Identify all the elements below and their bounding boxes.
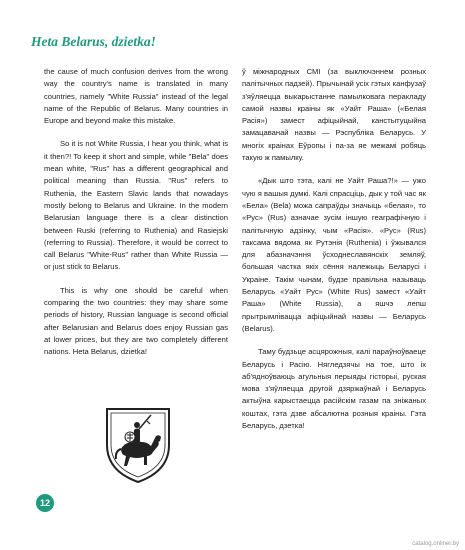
paragraph: Таму будзьце асцярожныя, калі параўноўваеце Беларусь і Расію. Нягледзячы на тое, што іх аб'ядноўваюць агульныя перыяды гісторыі, руская мова з'яўляецца другой дзяржаўнай і Беларусь актыўна карыстаецца расійскім газам па зніжаных коштах, гэта дзве абсалютна розныя краіны. Гэта Беларусь, дзетка! xyxy=(242,347,426,431)
source-watermark: catalog.onliner.by xyxy=(412,541,459,547)
english-text-column xyxy=(44,66,228,359)
paragraph: the cause of much confusion derives from the wrong way the country's name is translated in many countries, namely "White Russia" instead of the legal name of the Republic of Belarus. Many countries in Europe and beyond make this mistake. xyxy=(44,67,228,126)
belarusian-text-column xyxy=(242,66,426,432)
page-number: 12 xyxy=(36,494,54,512)
paragraph: So it is not White Russia, I hear you think, what is it then?! To keep it short and simple, while "Bela" does mean white, "Rus" has a different geographical and political meaning than Russia. "Rus" refers to Ruthenia, the Eastern Slavic lands that nowadays mostly belong to Belarus and Ukraine. In the modern Belarusian language there is a clear distinction between Ruski (referring to Ruthenia) and Rasiejski (referring to Russia). Therefore, it would be correct to call Belarus "White-Rus" rather than White Russia — or just stick to Belarus. xyxy=(44,139,228,272)
paragraph: ў міжнародных СМІ (за выключэннем розных палітычных падзей). Прычынай усіх гэтых канфузаў з'яўляецца выкарыстанне памылковага перакладу самой назвы краіны як «Уайт Раша» («Белая Расія») замест афіцыйнай, канстытуцыйна замацаванай назвы — Рэспубліка Беларусь. У многіх краінах Еўропы і па-за яе межамі робяць такую ж памылку. xyxy=(242,67,426,163)
pahonia-coat-of-arms-icon xyxy=(103,405,173,485)
paragraph: This is why one should be careful when comparing the two countries: they may share some periods of history, Russian language is second official after Belarusian and Belarus does enjoy Russian gas at lower prices, but they are two completely different nations. Heta Belarus, dzietka! xyxy=(44,285,228,357)
chapter-title: Heta Belarus, dzietka! xyxy=(31,34,156,49)
paragraph: «Дык што тэта, калі не Уайт Раша?!» — ужо чую я вашыя думкі. Калі спрасціць, дык у той час як «Бела» (Bela) можа сапраўды значыць «белая», то «Рус» (Rus) азначае зусім іншую геаграфічную і палітычную адзінку, чым «Расія». «Рус» (Rus) таксама вядома як Рутэнія (Ruthenia) і ўжывался для абазначэння ўсходнеславянскіх земляў, большая частка якіх сёння належыць Беларусі і Украіне. Такім чынам, будзе правільна называць Беларусь «Уайт Рус» (White Rus) замест «Уайт Раша» (White Russia), а яшчэ лепш прытрымлівацца афіцыйнай назвы — Беларусь (Belarus). xyxy=(242,176,426,333)
